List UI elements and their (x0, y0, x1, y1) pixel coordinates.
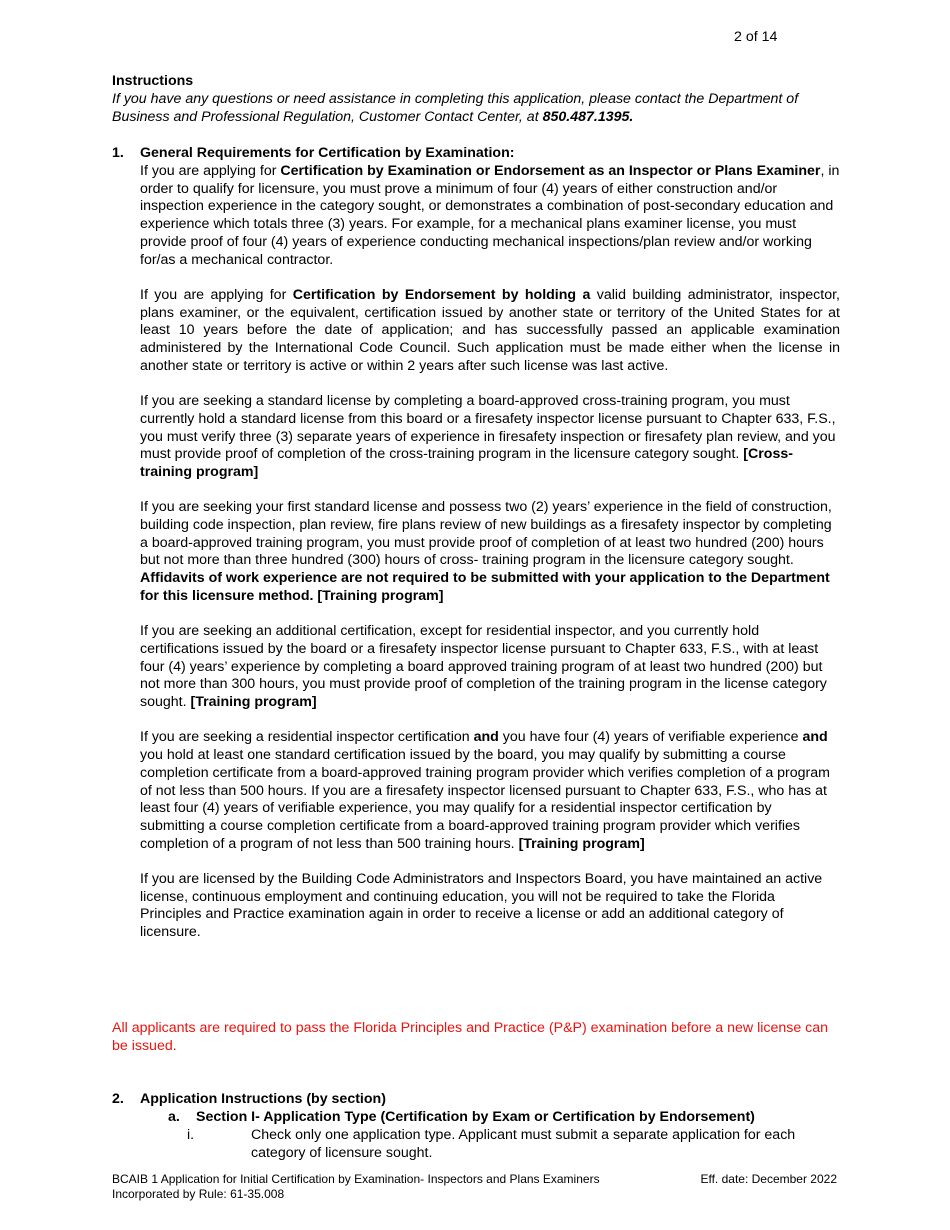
intro-paragraph (112, 91, 832, 126)
section-1-title: General Requirements for Certification by Examination: (140, 145, 515, 161)
p3-bold: [Cross-training program] (140, 446, 793, 480)
item-i-numeral: i. (187, 1127, 195, 1143)
footer-effective-date: Eff. date: December 2022 (700, 1172, 837, 1186)
footer-rule: Incorporated by Rule: 61-35.008 (112, 1187, 285, 1201)
p1-text-c: , in order to qualify for licensure, you must prove a minimum of four (4) years of either construction and/or inspection experience in the category sought, or demonstrates a combination of post-secondary education and experience which totals three (3) years. For example, for a mechanical plans examiner license, you must provide proof of four (4) years of experience conducting mechanical inspections/plan review and/or working for/as a mechanical contractor. (140, 163, 840, 268)
section-2-number: 2. (112, 1091, 124, 1107)
page-number: 2 of 14 (734, 29, 778, 45)
p6-bold-and-1: and (473, 729, 499, 746)
page-footer (112, 1172, 837, 1202)
paragraph-endorsement (140, 287, 840, 376)
p2-text-c: valid building administrator, inspector, plans examiner, or the equivalent, certification issued by another state or territory of the United States for at least 10 years before the date of application; and has successfully passed an applicable examination administered by the International Code Council. Such application must be made either when the license in another state or territory is active or within 2 years after such license was last active. (140, 286, 840, 374)
paragraph-cross-training (140, 393, 840, 482)
p4-text-a: If you are seeking your first standard license and possess two (2) years’ experience in the field of construction, building code inspection, plan review, fire plans review of new buildings as a firesafety inspector by completing a board-approved training program, you must provide proof of completion of at least two hundred (200) hours but not more than three hundred (300) hours of cross- training program in the licensure category sought. (140, 499, 832, 569)
p6-text-c: you have four (4) years of verifiable experience (498, 729, 803, 746)
subsection-a-title: Section I- Application Type (Certification by Exam or Certification by Endorsement) (196, 1109, 755, 1125)
section-1-body (140, 163, 840, 960)
p5-text-a: If you are seeking an additional certification, except for residential inspector, and you currently hold certifications issued by the board or a firesafety inspector license pursuant to Chapter 633, F.S., with at least four (4) years’ experience by completing a board approved training program of at least two hundred (200) but not more than 300 hours, you must provide proof of completion of the training program in the license category sought. (140, 623, 827, 711)
p6-bold-f: [Training program] (518, 835, 645, 852)
p5-bold: [Training program] (190, 694, 317, 711)
p2-bold: Certification by Endorsement by holding a (292, 286, 591, 303)
footer-form-title: BCAIB 1 Application for Initial Certification by Examination- Inspectors and Plans Examiners (112, 1172, 600, 1186)
contact-phone: 850.487.1395. (542, 108, 634, 125)
p1-text-a: If you are applying for (140, 163, 281, 179)
p6-text-e: you hold at least one standard certification issued by the board, you may qualify by submitting a course completion certificate from a board-approved training program provider which verifies completion of a program of not less than 500 hours. If you are a firesafety inspector licensed pursuant to Chapter 633, F.S., who has at least four (4) years of verifiable experience, you may qualify for a residential inspector certification by submitting a course completion certificate from a board-approved training program provider which verifies completion of a program of not less than 500 training hours. (140, 747, 830, 852)
p2-text-a: If you are applying for (140, 286, 293, 303)
paragraph-licensed-bcaib: If you are licensed by the Building Code Administrators and Inspectors Board, you have maintained an active license, continuous employment and continuing education, you will not be required to take the Florida Principles and Practice examination again in order to receive a license or add an additional category of licensure. (140, 871, 823, 941)
pp-exam-notice: All applicants are required to pass the Florida Principles and Practice (P&P) examination before a new license can be issued. (112, 1020, 829, 1054)
section-1-number: 1. (112, 145, 124, 161)
paragraph-residential-inspector (140, 729, 840, 853)
subsection-a (168, 1109, 755, 1127)
p3-text-a: If you are seeking a standard license by completing a board-approved cross-training program, you must currently hold a standard license from this board or a firesafety inspector license pursuant to Chapter 633, F.S., you must verify three (3) separate years of experience in firesafety inspection or firesafety plan review, and you must provide proof of completion of the cross-training program in the licensure category sought. (140, 393, 836, 463)
p1-bold: Certification by Examination or Endorsement as an Inspector or Plans Examiner (280, 163, 821, 179)
instructions-heading: Instructions (112, 73, 194, 89)
p6-bold-and-2: and (802, 729, 828, 746)
subsection-a-letter: a. (168, 1109, 180, 1125)
p6-text-a: If you are seeking a residential inspector certification (140, 729, 474, 746)
p4-bold: Affidavits of work experience are not required to be submitted with your application to the Department for this licensure method. [Training program] (140, 570, 830, 604)
item-i-text: Check only one application type. Applicant must submit a separate application for each category of licensure sought. (251, 1127, 796, 1161)
paragraph-additional-certification (140, 623, 840, 712)
intro-text: If you have any questions or need assistance in completing this application, please contact the Department of Business and Professional Regulation, Customer Contact Center, at (112, 91, 799, 125)
paragraph-exam-endorsement (140, 163, 840, 269)
paragraph-first-standard (140, 499, 840, 605)
section-2-title: Application Instructions (by section) (140, 1091, 386, 1107)
